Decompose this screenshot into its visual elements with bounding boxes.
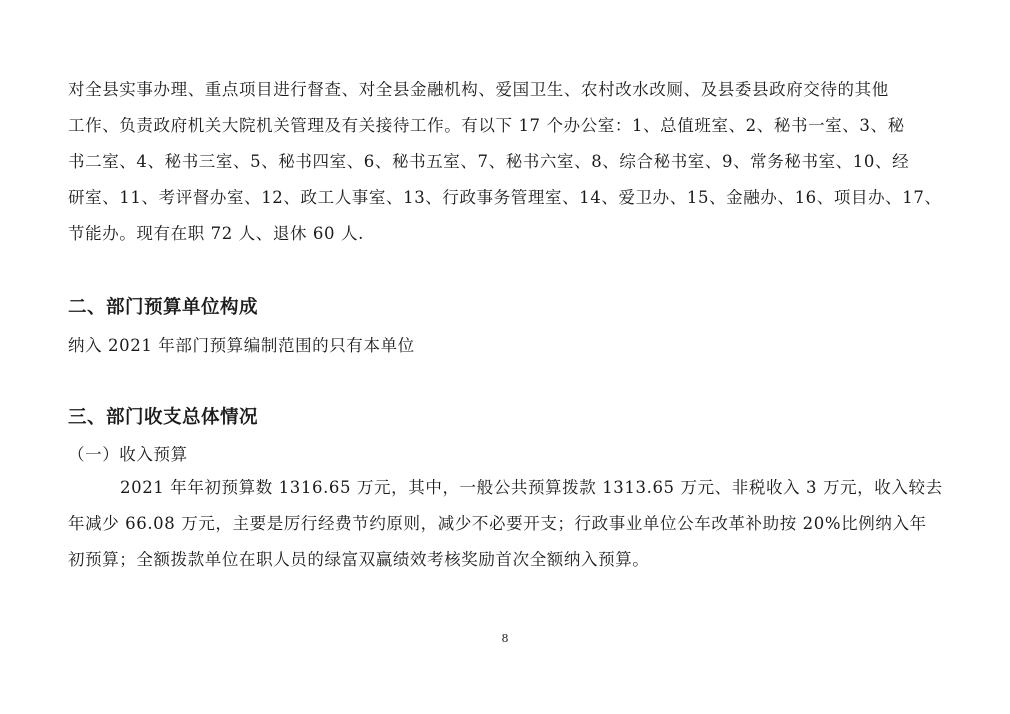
intro-line: 对全县实事办理、重点项目进行督查、对全县金融机构、爱国卫生、农村改水改厕、及县委县政府交待的其他 [68, 80, 889, 99]
intro-paragraph [68, 72, 948, 252]
income-line: 年减少 66.08 万元，主要是厉行经费节约原则，减少不必要开支；行政事业单位公车改革补助按 20%比例纳入年 [68, 514, 927, 533]
subsection-heading-income: （一）收入预算 [68, 445, 188, 464]
intro-line: 书二室、4、秘书三室、5、秘书四室、6、秘书五室、7、秘书六室、8、综合秘书室、9、常务秘书室、10、经 [68, 152, 910, 171]
intro-line: 研室、11、考评督办室、12、政工人事室、13、行政事务管理室、14、爱卫办、15、金融办、16、项目办、17、 [68, 188, 942, 207]
income-paragraph [68, 470, 948, 578]
page-number: 8 [501, 632, 509, 645]
intro-line: 节能办。现有在职 72 人、退休 60 人. [68, 224, 364, 243]
budget-units-text: 纳入 2021 年部门预算编制范围的只有本单位 [68, 336, 415, 355]
income-line: 初预算；全额拨款单位在职人员的绿富双赢绩效考核奖励首次全额纳入预算。 [68, 550, 650, 569]
section-heading-income-expense: 三、部门收支总体情况 [68, 407, 259, 428]
income-line: 2021 年年初预算数 1316.65 万元，其中，一般公共预算拨款 1313.65 万元、非税收入 3 万元，收入较去 [120, 478, 943, 497]
section-heading-budget-units: 二、部门预算单位构成 [68, 297, 259, 318]
intro-line: 工作、负责政府机关大院机关管理及有关接待工作。有以下 17 个办公室：1、总值班室、2、秘书一室、3、秘 [68, 116, 905, 135]
